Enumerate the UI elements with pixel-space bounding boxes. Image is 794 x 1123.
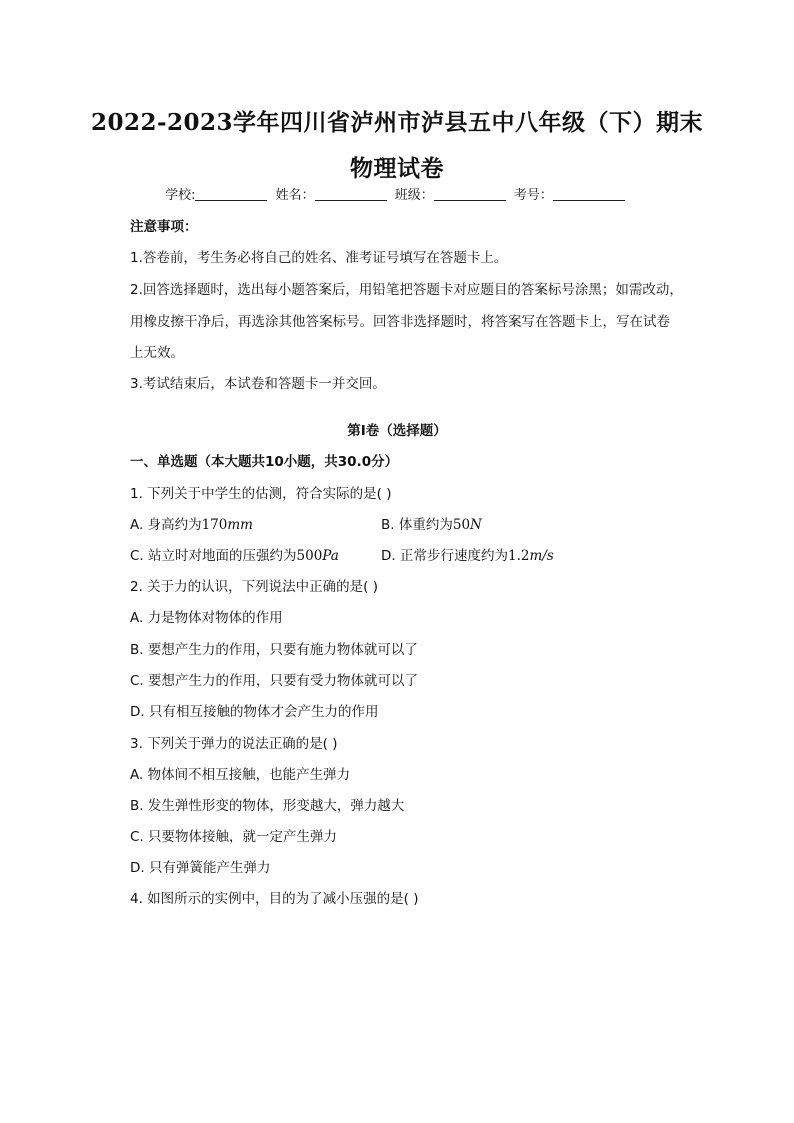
question-3-option-d: D. 只有弹簧能产生弹力: [130, 860, 271, 876]
question-1-option-a: A. 身高约为170mm: [130, 517, 253, 533]
question-1-option-b: B. 体重约为50N: [381, 517, 482, 533]
name-label: 姓名：: [275, 188, 315, 203]
question-1-stem: 1. 下列关于中学生的估测，符合实际的是( ): [130, 486, 392, 502]
student-info-row: [0, 186, 794, 206]
part-title: 第Ⅰ卷（选择题）: [347, 423, 447, 439]
question-2-option-a: A. 力是物体对物体的作用: [130, 610, 283, 626]
notice-item-2-line-1: 2.回答选择题时，选出每小题答案后，用铅笔把答题卡对应题目的答案标号涂黑；如需改动，: [130, 282, 683, 298]
exam-no-label: 考号：: [513, 188, 553, 203]
exam-title: 2022-2023学年四川省泸州市泸县五中八年级（下）期末物理试卷: [90, 109, 704, 182]
exam-no-blank: [553, 186, 625, 201]
question-2-option-b: B. 要想产生力的作用，只要有施力物体就可以了: [130, 642, 418, 658]
question-4-stem: 4. 如图所示的实例中，目的为了减小压强的是( ): [130, 891, 419, 907]
class-blank: [434, 186, 506, 201]
notice-item-2-line-3: 上无效。: [130, 345, 184, 361]
question-1-option-d: D. 正常步行速度约为1.2m/s: [381, 548, 554, 564]
school-blank: [195, 186, 267, 201]
question-2-option-d: D. 只有相互接触的物体才会产生力的作用: [130, 704, 379, 720]
question-3-option-a: A. 物体间不相互接触，也能产生弹力: [130, 767, 351, 783]
notice-item-2-line-2: 用橡皮擦干净后，再选涂其他答案标号。回答非选择题时，将答案写在答题卡上，写在试卷: [130, 314, 670, 330]
question-3-option-b: B. 发生弹性形变的物体，形变越大，弹力越大: [130, 798, 405, 814]
notice-item-1: 1.答卷前，考生务必将自己的姓名、准考证号填写在答题卡上。: [130, 250, 508, 266]
question-2-option-c: C. 要想产生力的作用，只要有受力物体就可以了: [130, 673, 419, 689]
school-label: 学校:: [165, 188, 196, 203]
question-3-option-c: C. 只要物体接触，就一定产生弹力: [130, 829, 338, 845]
question-2-stem: 2. 关于力的认识，下列说法中正确的是( ): [130, 579, 378, 595]
notice-item-3: 3.考试结束后，本试卷和答题卡一并交回。: [130, 376, 386, 392]
section-heading: 一、单选题（本大题共10小题，共30.0分）: [130, 454, 399, 470]
class-label: 班级：: [394, 188, 434, 203]
notice-heading: 注意事项：: [130, 219, 198, 235]
question-3-stem: 3. 下列关于弹力的说法正确的是( ): [130, 736, 338, 752]
name-blank: [315, 186, 387, 201]
question-1-option-c: C. 站立时对地面的压强约为500Pa: [130, 548, 339, 564]
